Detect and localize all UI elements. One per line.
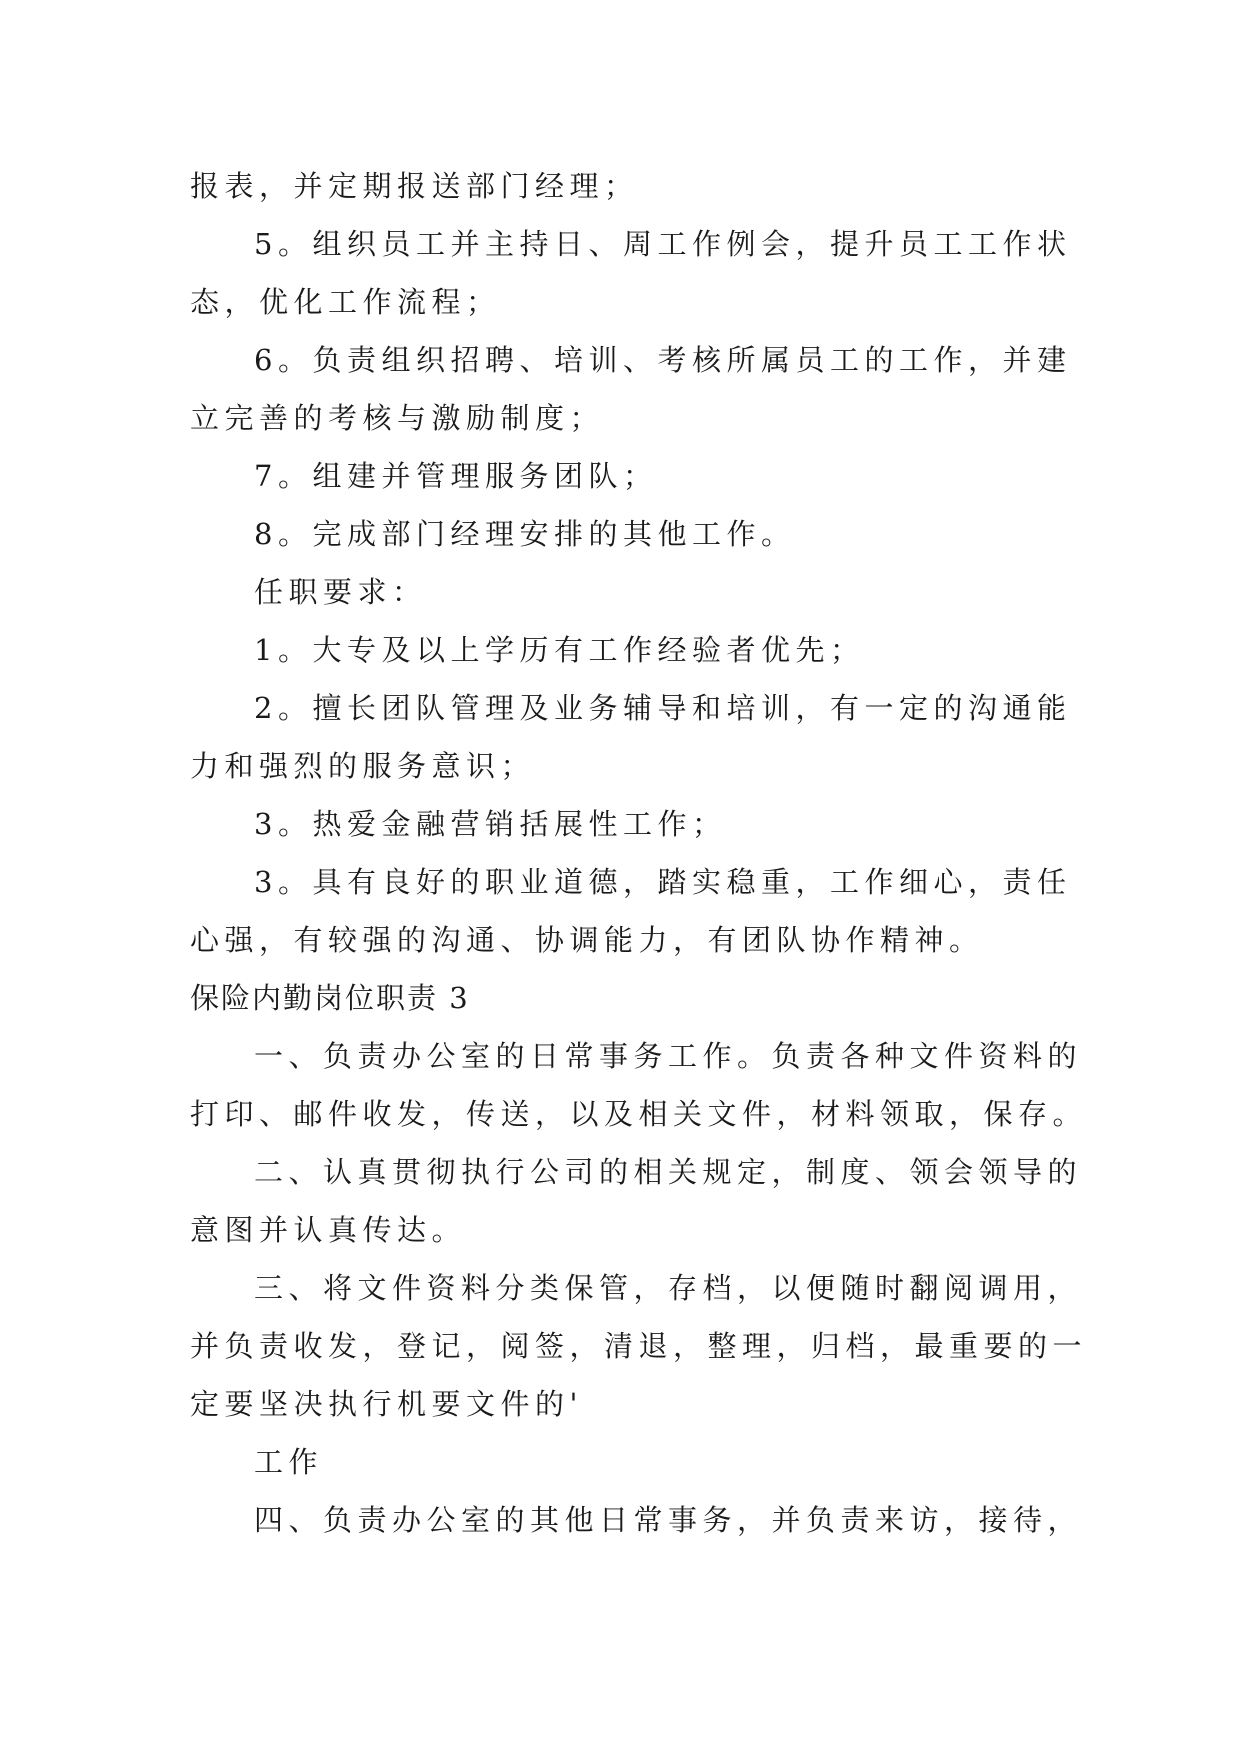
text-line: 一、负责办公室的日常事务工作。负责各种文件资料的	[254, 1039, 1083, 1073]
text-line: 5。组织员工并主持日、周工作例会，提升员工工作状	[254, 227, 1072, 261]
text-line: 力和强烈的服务意识；	[190, 749, 536, 783]
section-title: 保险内勤岗位职责 3	[190, 981, 470, 1015]
text-line: 态，优化工作流程；	[190, 285, 501, 319]
section-heading: 任职要求：	[254, 575, 427, 609]
text-line: 四、负责办公室的其他日常事务，并负责来访，接待，	[254, 1503, 1083, 1537]
text-line: 3。具有良好的职业道德，踏实稳重，工作细心，责任	[254, 865, 1072, 899]
text-line: 心强，有较强的沟通、协调能力，有团队协作精神。	[190, 923, 984, 957]
text-line: 定要坚决执行机要文件的'	[190, 1387, 583, 1421]
text-line: 二、认真贯彻执行公司的相关规定，制度、领会领导的	[254, 1155, 1083, 1189]
text-line: 报表，并定期报送部门经理；	[190, 169, 639, 203]
text-line: 三、将文件资料分类保管，存档，以便随时翻阅调用，	[254, 1271, 1083, 1305]
text-line: 立完善的考核与激励制度；	[190, 401, 605, 435]
text-line: 工作	[254, 1445, 324, 1479]
text-line: 7。组建并管理服务团队；	[254, 459, 658, 493]
text-line: 3。热爱金融营销括展性工作；	[254, 807, 727, 841]
text-line: 意图并认真传达。	[190, 1213, 467, 1247]
text-line: 打印、邮件收发，传送，以及相关文件，材料领取，保存。	[190, 1097, 1088, 1131]
text-line: 并负责收发，登记，阅签，清退，整理，归档，最重要的一	[190, 1329, 1088, 1363]
text-line: 6。负责组织招聘、培训、考核所属员工的工作，并建	[254, 343, 1072, 377]
text-line: 1。大专及以上学历有工作经验者优先；	[254, 633, 865, 667]
text-line: 2。擅长团队管理及业务辅导和培训，有一定的沟通能	[254, 691, 1072, 725]
text-line: 8。完成部门经理安排的其他工作。	[254, 517, 796, 551]
